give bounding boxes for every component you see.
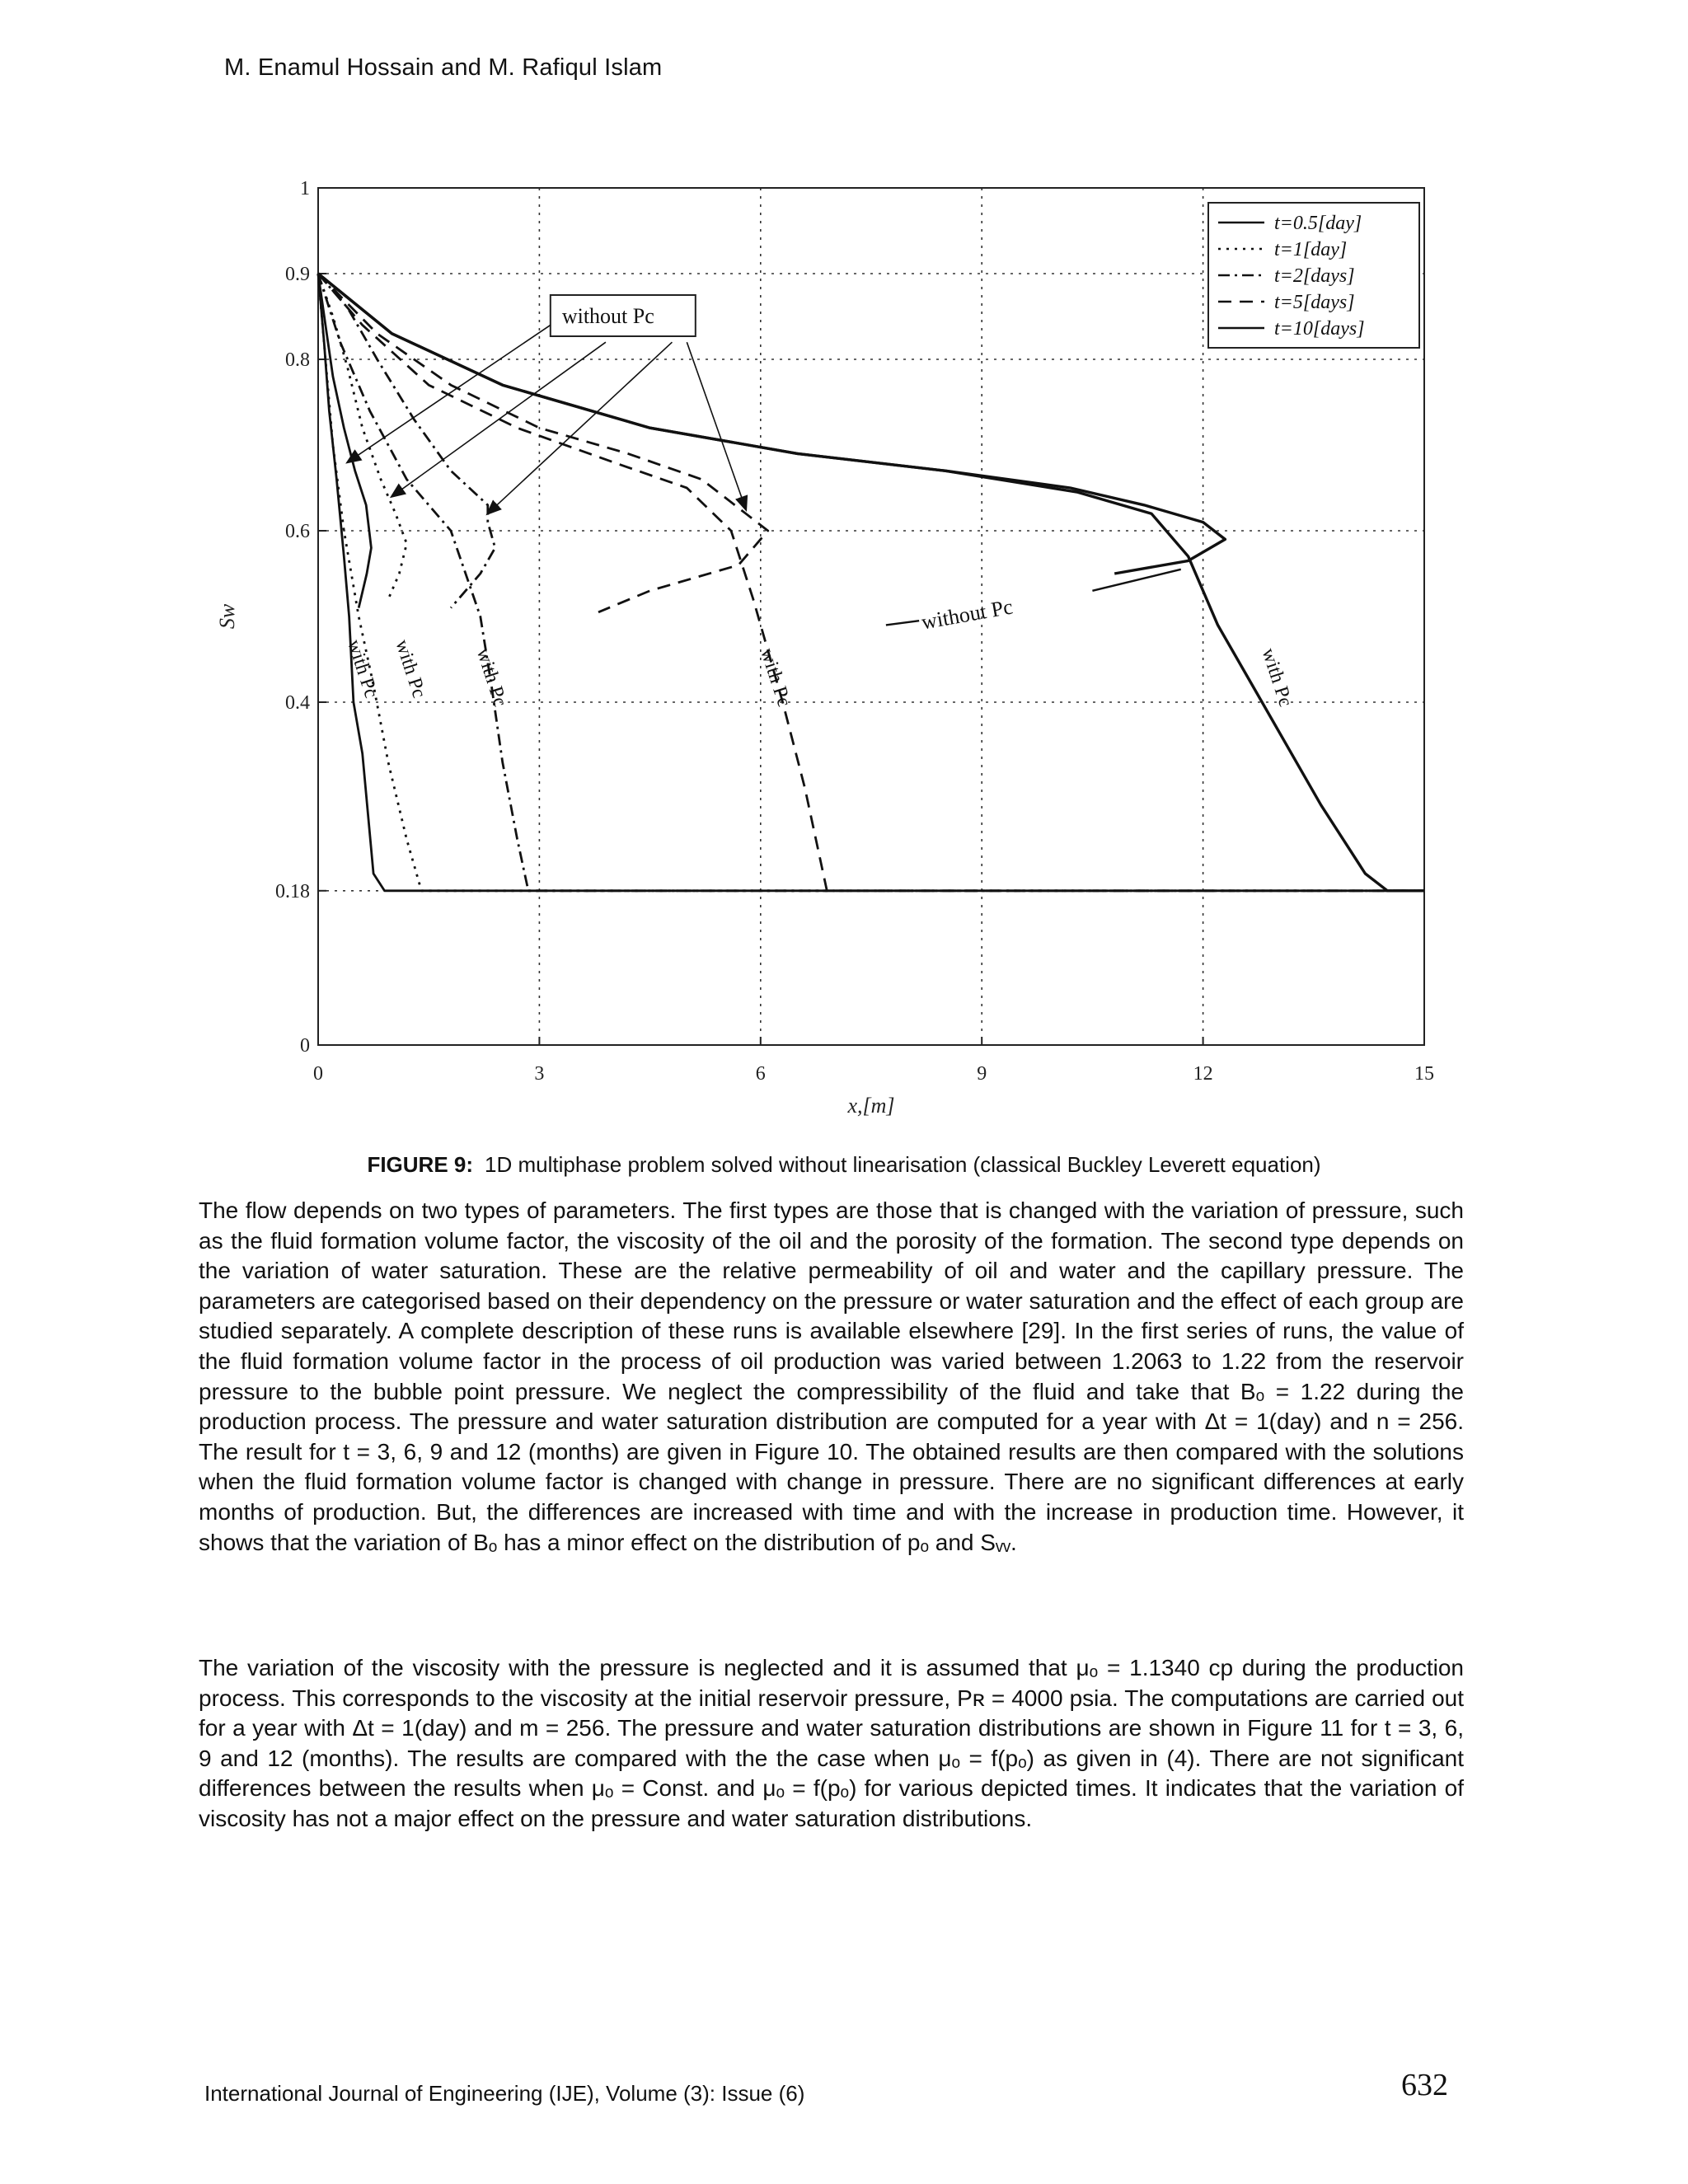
legend-entry: t=5[days] [1274, 292, 1355, 313]
annotation-without-pc-lower: without Pc [919, 594, 1015, 635]
annotation-with-pc: with Pc [471, 645, 511, 710]
annotation-without-pc: without Pc [561, 304, 654, 328]
legend-entry: t=0.5[day] [1274, 213, 1362, 234]
annotation-with-pc: with Pc [343, 637, 382, 701]
x-tick-label: 12 [1193, 1063, 1213, 1085]
running-header: M. Enamul Hossain and M. Rafiqul Islam [224, 54, 663, 81]
x-tick-label: 3 [534, 1063, 545, 1085]
y-tick-label: 0.18 [275, 880, 310, 902]
figure-caption [0, 1152, 1688, 1178]
paragraph-2: The variation of the viscosity with the pressure is neglected and it is assumed that μₒ = 1.1340 cp during the production process. This corresponds to the viscosity at the initial reservoir pressure, Pʀ = 4000 psia. The computations are carried out for a year with Δt = 1(day) and m = 256. The pressure and water saturation distributions are shown in Figure 11 for t = 3, 6, 9 and 12 (months). The results are compared with the the case when μₒ = f(pₒ) as given in (4). There are not significant differences between the results when μₒ = Const. and μₒ = f(pₒ) for various depicted times. It indicates that the variation of viscosity has not a major effect on the pressure and water saturation distributions. [199, 1655, 1464, 1831]
legend-entry: t=1[day] [1274, 239, 1348, 260]
figure-label: FIGURE 9: [367, 1152, 474, 1177]
paragraph-1: The flow depends on two types of parameters. The first types are those that is changed with the variation of pressure, such as the fluid formation volume factor, the viscosity of the oil and the porosity of the formation. The second type depends on the variation of water saturation. These are the relative permeability of oil and water and the capillary pressure. The parameters are categorised based on their dependency on the pressure or water saturation and the effect of each group are studied separately. A complete description of these runs is available elsewhere [29]. In the first series of runs, the value of the fluid formation volume factor in the process of oil production was varied between 1.2063 to 1.22 from the reservoir pressure to the bubble point pressure. We neglect the compressibility of the fluid and take that Bₒ = 1.22 during the production process. The pressure and water saturation distribution are computed for a year with Δt = 1(day) and n = 256. The result for t = 3, 6, 9 and 12 (months) are given in Figure 10. The obtained results are then compared with the solutions when the fluid formation volume factor is changed with change in pressure. There are no significant differences at early months of production. But, the differences are increased with time and with the increase in production time. However, it shows that the variation of Bₒ has a minor effect on the distribution of pₒ and Sᵥᵥ. [199, 1197, 1464, 1555]
x-tick-label: 0 [313, 1063, 323, 1085]
x-tick-label: 9 [977, 1063, 987, 1085]
figure-9 [201, 157, 1454, 1121]
y-axis-label: Sw [215, 603, 239, 630]
x-axis-label: x,[m] [847, 1094, 895, 1118]
y-tick-label: 0.4 [285, 692, 310, 714]
annotation-with-pc: with Pc [1257, 645, 1296, 710]
y-tick-label: 0 [300, 1035, 310, 1057]
x-tick-label: 6 [755, 1063, 766, 1085]
page-number: 632 [1401, 2068, 1448, 2102]
figure-caption-text: 1D multiphase problem solved without linearisation (classical Buckley Leverett equation) [485, 1152, 1321, 1177]
legend-entry: t=2[days] [1274, 265, 1355, 287]
annotation-with-pc: with Pc [391, 637, 430, 701]
y-tick-label: 0.8 [285, 349, 310, 371]
legend-entry: t=10[days] [1274, 318, 1365, 340]
x-tick-label: 15 [1414, 1063, 1434, 1085]
y-tick-label: 0.6 [285, 521, 310, 542]
footer-journal: International Journal of Engineering (IJE), Volume (3): Issue (6) [204, 2081, 805, 2106]
y-tick-label: 0.9 [285, 264, 310, 285]
annotation-with-pc: with Pc [756, 645, 795, 710]
y-tick-label: 1 [300, 178, 310, 199]
sw-vs-x-chart [201, 157, 1454, 1121]
